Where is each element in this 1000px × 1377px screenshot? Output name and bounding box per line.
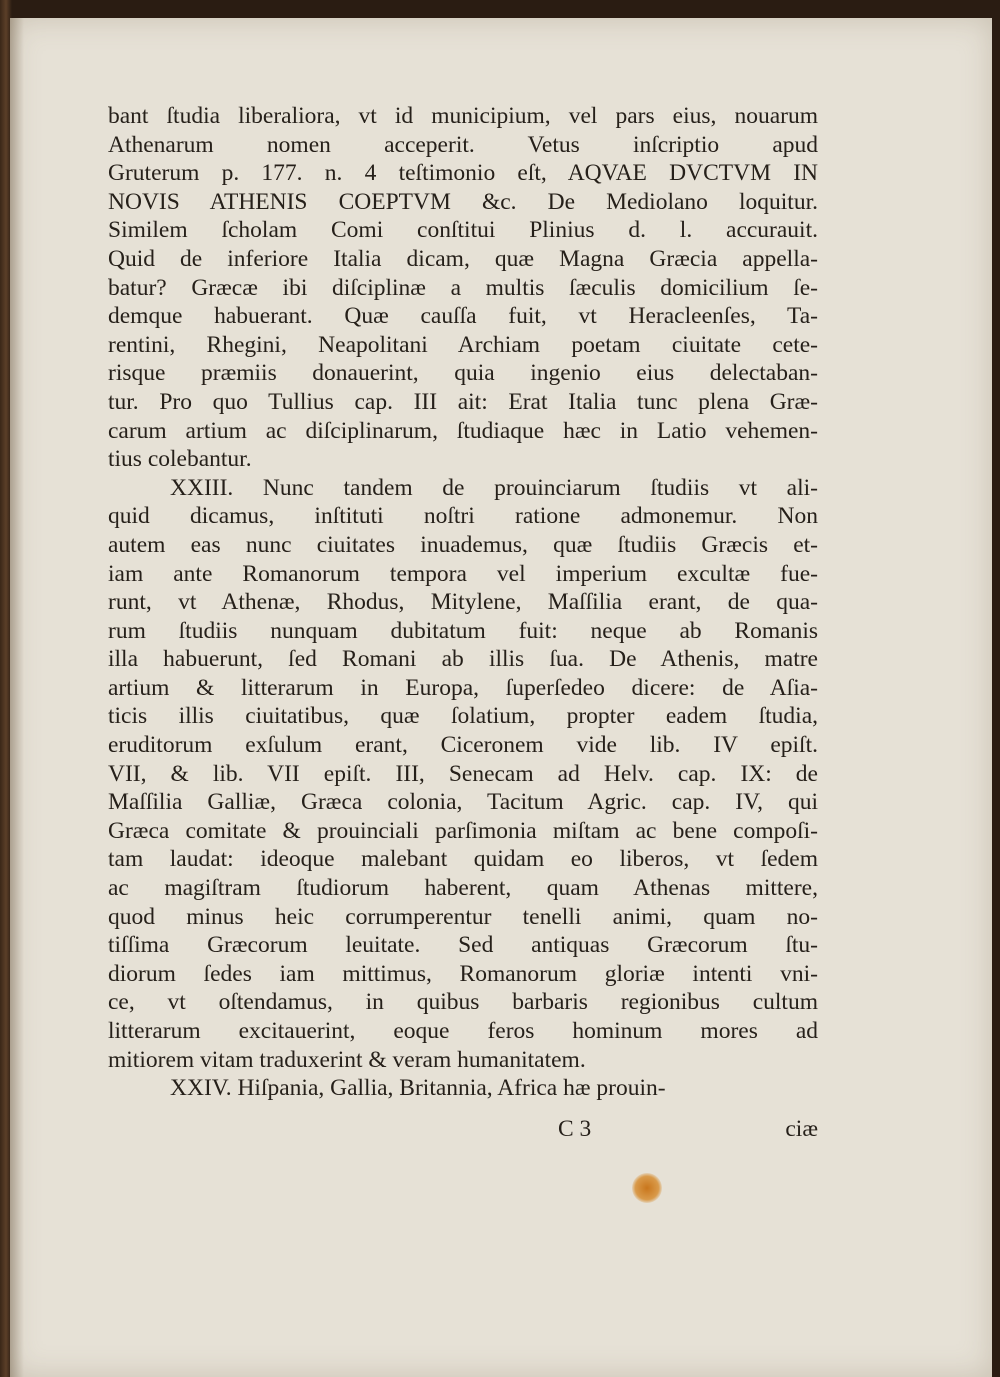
text-line: tius colebantur. — [108, 446, 252, 473]
text-line: ticis illis ciuitatibus, quæ ſolatium, propter eadem ſtudia, — [108, 703, 818, 730]
text-line: XXIV. Hiſpania, Gallia, Britannia, Africa hæ prouin- — [170, 1075, 666, 1102]
text-line: artium & litterarum in Europa, ſuperſedeo dicere: de Aſia- — [108, 674, 818, 701]
catchword: ciæ — [785, 1116, 818, 1142]
text-line: runt, vt Athenæ, Rhodus, Mitylene, Maſſilia erant, de qua- — [108, 589, 818, 616]
body-text — [108, 102, 818, 1103]
paper-stain — [632, 1173, 662, 1203]
page-footer — [108, 1116, 818, 1146]
text-line: bant ſtudia liberaliora, vt id municipium, vel pars eius, nouarum — [108, 103, 818, 129]
text-line: diorum ſedes iam mittimus, Romanorum gloriæ intenti vni- — [108, 960, 818, 987]
text-line: Similem ſcholam Comi conſtitui Plinius d. l. accurauit. — [108, 217, 818, 244]
text-line: litterarum excitauerint, eoque feros hominum mores ad — [108, 1018, 818, 1044]
text-line: Maſſilia Galliæ, Græca colonia, Tacitum Agric. cap. IV, qui — [108, 789, 818, 816]
text-line: ac magiſtram ſtudiorum haberent, quam Athenas mittere, — [108, 875, 818, 902]
text-line: Gruterum p. 177. n. 4 teſtimonio eſt, AQVAE DVCTVM IN — [108, 160, 818, 187]
text-line: illa habuerunt, ſed Romani ab illis ſua. De Athenis, matre — [108, 646, 818, 673]
text-line: batur? Græcæ ibi diſciplinæ a multis ſæculis domicilium ſe- — [108, 274, 818, 301]
text-line: ce, vt oſtendamus, in quibus barbaris regionibus cultum — [108, 989, 818, 1016]
text-line: quid dicamus, inſtituti noſtri ratione admonemur. Non — [108, 503, 818, 530]
text-line: tam laudat: ideoque malebant quidam eo liberos, vt ſedem — [108, 846, 818, 873]
text-line: demque habuerant. Quæ cauſſa fuit, vt Heracleenſes, Ta- — [108, 303, 818, 330]
text-line: rum ſtudiis nunquam dubitatum fuit: neque ab Romanis — [108, 617, 818, 644]
text-line: tur. Pro quo Tullius cap. III ait: Erat Italia tunc plena Græ- — [108, 388, 818, 415]
text-line: autem eas nunc ciuitates inuademus, quæ ſtudiis Græcis et- — [108, 531, 818, 558]
signature-mark: C 3 — [558, 1116, 592, 1142]
text-line: tiſſima Græcorum leuitate. Sed antiquas Græcorum ſtu- — [108, 932, 818, 959]
text-line: NOVIS ATHENIS COEPTVM &c. De Mediolano loquitur. — [108, 188, 818, 215]
text-line: quod minus heic corrumperentur tenelli animi, quam no- — [108, 903, 818, 930]
book-page — [10, 18, 992, 1377]
text-line: XXIII. Nunc tandem de prouinciarum ſtudiis vt ali- — [170, 474, 818, 501]
text-line: carum artium ac diſciplinarum, ſtudiaque hæc in Latio vehemen- — [108, 417, 818, 444]
text-line: rentini, Rhegini, Neapolitani Archiam poetam ciuitate cete- — [108, 331, 818, 358]
text-line: Græca comitate & prouinciali parſimonia miſtam ac bene compoſi- — [108, 817, 818, 844]
text-line: Athenarum nomen acceperit. Vetus inſcriptio apud — [108, 131, 818, 158]
text-line: Quid de inferiore Italia dicam, quæ Magna Græcia appella- — [108, 245, 818, 272]
text-line: mitiorem vitam traduxerint & veram humanitatem. — [108, 1046, 586, 1073]
text-line: eruditorum exſulum erant, Ciceronem vide lib. IV epiſt. — [108, 732, 818, 759]
text-line: iam ante Romanorum tempora vel imperium excultæ fue- — [108, 560, 818, 587]
text-line: risque præmiis donauerint, quia ingenio eius delectaban- — [108, 360, 818, 387]
text-line: VII, & lib. VII epiſt. III, Senecam ad Helv. cap. IX: de — [108, 760, 818, 787]
